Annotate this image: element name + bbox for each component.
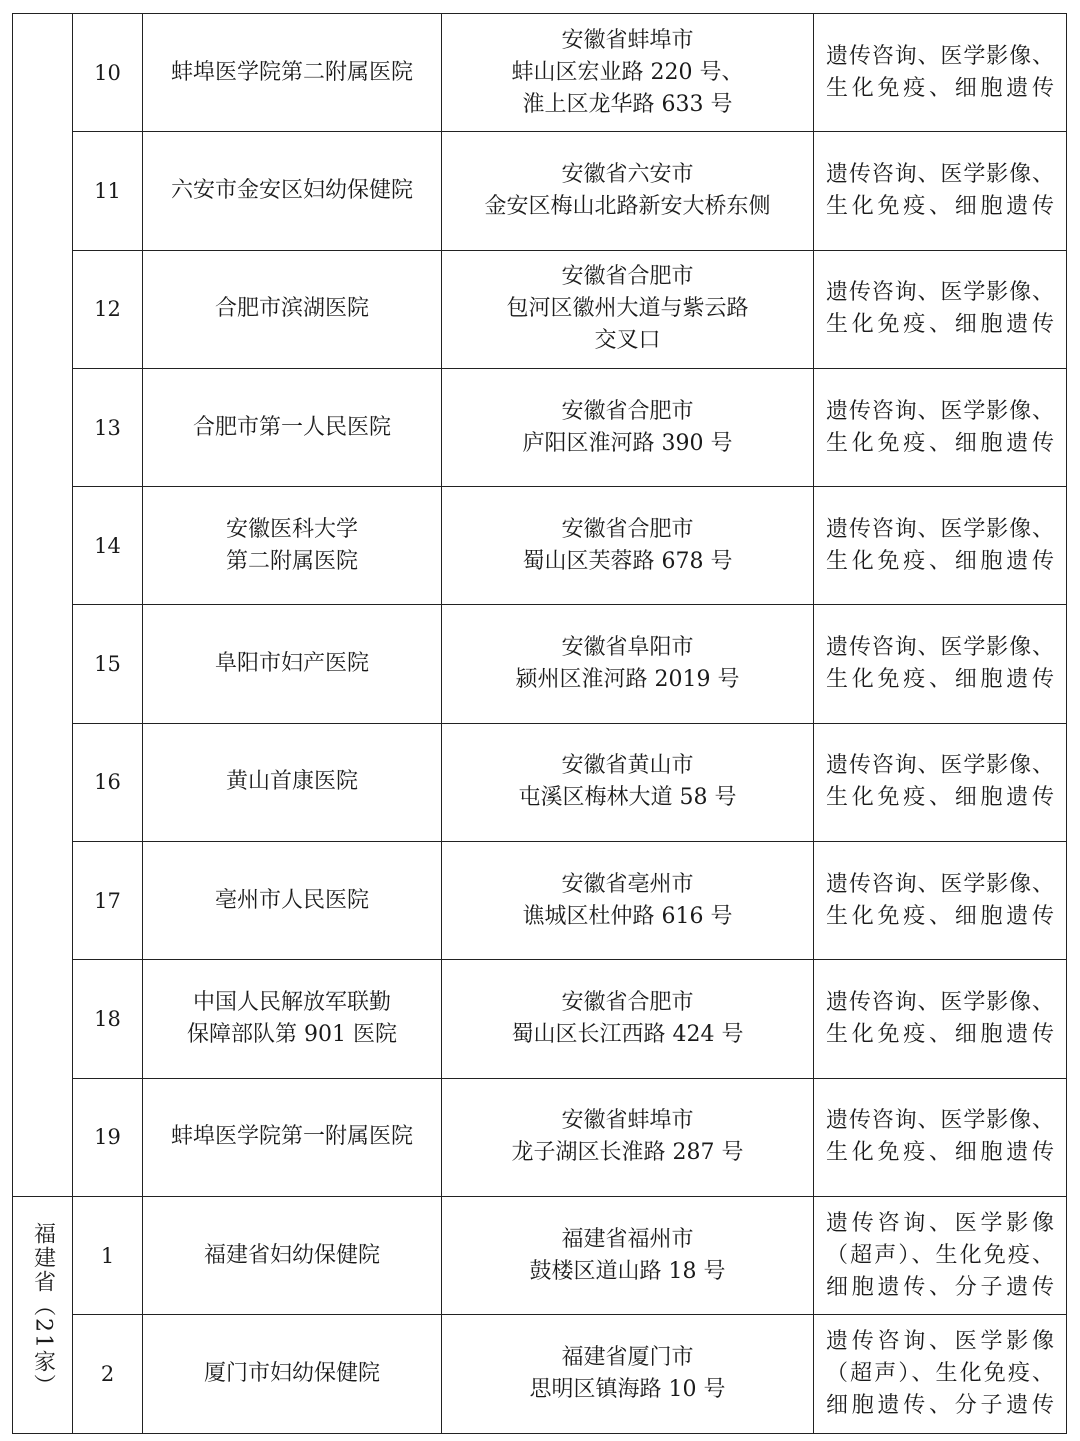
service-scope-line: 遗传咨询、医学影像 bbox=[826, 1210, 1054, 1236]
address-cell bbox=[442, 1078, 814, 1196]
service-scope-cell bbox=[814, 14, 1067, 132]
address-line: 思明区镇海路 10 号 bbox=[529, 1376, 726, 1402]
service-scope-cell bbox=[814, 605, 1067, 723]
address-line: 屯溪区梅林大道 58 号 bbox=[518, 785, 737, 811]
hospital-name-cell bbox=[143, 250, 442, 368]
service-scope-line: （超声）、生化免疫、 bbox=[826, 1242, 1054, 1268]
address-line: 庐阳区淮河路 390 号 bbox=[522, 430, 733, 456]
address-line: 颍州区淮河路 2019 号 bbox=[515, 667, 740, 693]
hospital-name-cell bbox=[143, 487, 442, 605]
address-line: 蜀山区长江西路 424 号 bbox=[511, 1022, 744, 1048]
row-number: 15 bbox=[73, 605, 143, 723]
hospital-name-cell bbox=[143, 1315, 442, 1433]
address-line: 安徽省蚌埠市 bbox=[561, 1108, 694, 1134]
hospital-name-cell bbox=[143, 1078, 442, 1196]
hospital-name-cell bbox=[143, 960, 442, 1078]
address-line: 福建省厦门市 bbox=[561, 1344, 694, 1370]
address-line: 安徽省合肥市 bbox=[561, 516, 694, 542]
address-cell bbox=[442, 1196, 814, 1314]
address-line: 交叉口 bbox=[594, 328, 661, 354]
service-scope-line: 遗传咨询、医学影像、 bbox=[826, 990, 1054, 1016]
service-scope-line: 遗传咨询、医学影像、 bbox=[826, 280, 1054, 306]
service-scope-line: 遗传咨询、医学影像 bbox=[826, 1328, 1054, 1354]
address-line: 安徽省六安市 bbox=[561, 161, 694, 187]
row-number: 10 bbox=[73, 14, 143, 132]
hospital-name-line: 第二附属医院 bbox=[225, 548, 358, 574]
address-cell bbox=[442, 14, 814, 132]
hospital-name-line: 厦门市妇幼保健院 bbox=[203, 1360, 380, 1386]
row-number: 13 bbox=[73, 368, 143, 486]
address-line: 谯城区杜仲路 616 号 bbox=[522, 903, 733, 929]
hospital-table bbox=[12, 13, 1067, 1434]
hospital-name-line: 六安市金安区妇幼保健院 bbox=[170, 177, 413, 203]
service-scope-cell bbox=[814, 723, 1067, 841]
address-line: 安徽省合肥市 bbox=[561, 398, 694, 424]
table-row bbox=[13, 1196, 1067, 1314]
service-scope-line: 遗传咨询、医学影像、 bbox=[826, 871, 1054, 897]
service-scope-cell bbox=[814, 1315, 1067, 1433]
hospital-name-cell bbox=[143, 368, 442, 486]
table-row bbox=[13, 960, 1067, 1078]
address-cell bbox=[442, 842, 814, 960]
hospital-name-line: 保障部队第 901 医院 bbox=[187, 1022, 397, 1048]
service-scope-line: 生化免疫、细胞遗传 bbox=[826, 903, 1054, 929]
address-line: 包河区徽州大道与紫云路 bbox=[506, 296, 749, 322]
hospital-name-line: 蚌埠医学院第一附属医院 bbox=[170, 1124, 413, 1150]
table-body bbox=[13, 14, 1067, 1434]
row-number: 17 bbox=[73, 842, 143, 960]
hospital-name-line: 合肥市第一人民医院 bbox=[192, 414, 391, 440]
row-number: 1 bbox=[73, 1196, 143, 1314]
province-cell-fujian bbox=[13, 1196, 73, 1433]
address-line: 福建省福州市 bbox=[561, 1226, 694, 1252]
service-scope-line: 生化免疫、细胞遗传 bbox=[826, 312, 1054, 338]
table-row bbox=[13, 487, 1067, 605]
table-row bbox=[13, 1078, 1067, 1196]
service-scope-line: 生化免疫、细胞遗传 bbox=[826, 1140, 1054, 1166]
address-cell bbox=[442, 368, 814, 486]
service-scope-line: （超声）、生化免疫、 bbox=[826, 1360, 1054, 1386]
service-scope-line: 生化免疫、细胞遗传 bbox=[826, 1022, 1054, 1048]
address-line: 蜀山区芙蓉路 678 号 bbox=[522, 548, 733, 574]
address-cell bbox=[442, 487, 814, 605]
table-row bbox=[13, 132, 1067, 250]
address-cell bbox=[442, 250, 814, 368]
table-row bbox=[13, 368, 1067, 486]
hospital-name-cell bbox=[143, 842, 442, 960]
row-number: 12 bbox=[73, 250, 143, 368]
service-scope-line: 遗传咨询、医学影像、 bbox=[826, 516, 1054, 542]
service-scope-line: 细胞遗传、分子遗传 bbox=[826, 1392, 1054, 1418]
service-scope-line: 遗传咨询、医学影像、 bbox=[826, 161, 1054, 187]
hospital-name-cell bbox=[143, 1196, 442, 1314]
service-scope-cell bbox=[814, 1078, 1067, 1196]
service-scope-cell bbox=[814, 960, 1067, 1078]
address-line: 蚌山区宏业路 220 号、 bbox=[511, 59, 744, 85]
hospital-name-cell bbox=[143, 605, 442, 723]
service-scope-line: 生化免疫、细胞遗传 bbox=[826, 193, 1054, 219]
address-line: 安徽省阜阳市 bbox=[561, 635, 694, 661]
address-cell bbox=[442, 132, 814, 250]
service-scope-cell bbox=[814, 250, 1067, 368]
service-scope-cell bbox=[814, 842, 1067, 960]
hospital-name-line: 亳州市人民医院 bbox=[214, 887, 369, 913]
row-number: 11 bbox=[73, 132, 143, 250]
row-number: 2 bbox=[73, 1315, 143, 1433]
address-line: 淮上区龙华路 633 号 bbox=[522, 91, 733, 117]
service-scope-cell bbox=[814, 487, 1067, 605]
service-scope-line: 遗传咨询、医学影像、 bbox=[826, 635, 1054, 661]
hospital-name-line: 安徽医科大学 bbox=[225, 516, 358, 542]
hospital-name-line: 蚌埠医学院第二附属医院 bbox=[170, 59, 413, 85]
row-number: 19 bbox=[73, 1078, 143, 1196]
address-line: 安徽省合肥市 bbox=[561, 264, 694, 290]
address-line: 金安区梅山北路新安大桥东侧 bbox=[484, 193, 771, 219]
hospital-name-line: 福建省妇幼保健院 bbox=[203, 1242, 380, 1268]
row-number: 16 bbox=[73, 723, 143, 841]
province-cell-anhui bbox=[13, 14, 73, 1197]
service-scope-cell bbox=[814, 368, 1067, 486]
service-scope-line: 遗传咨询、医学影像、 bbox=[826, 43, 1054, 69]
row-number: 14 bbox=[73, 487, 143, 605]
address-line: 安徽省合肥市 bbox=[561, 990, 694, 1016]
service-scope-cell bbox=[814, 132, 1067, 250]
address-line: 安徽省蚌埠市 bbox=[561, 27, 694, 53]
address-line: 安徽省亳州市 bbox=[561, 871, 694, 897]
address-line: 安徽省黄山市 bbox=[561, 753, 694, 779]
table-row bbox=[13, 250, 1067, 368]
service-scope-line: 遗传咨询、医学影像、 bbox=[826, 1108, 1054, 1134]
table-row bbox=[13, 1315, 1067, 1433]
table-row bbox=[13, 842, 1067, 960]
address-cell bbox=[442, 605, 814, 723]
address-cell bbox=[442, 1315, 814, 1433]
address-cell bbox=[442, 960, 814, 1078]
address-line: 鼓楼区道山路 18 号 bbox=[529, 1258, 726, 1284]
service-scope-line: 遗传咨询、医学影像、 bbox=[826, 398, 1054, 424]
hospital-name-cell bbox=[143, 132, 442, 250]
province-label: 福建省（21家） bbox=[30, 1221, 56, 1398]
service-scope-line: 生化免疫、细胞遗传 bbox=[826, 667, 1054, 693]
hospital-name-line: 合肥市滨湖医院 bbox=[214, 296, 369, 322]
hospital-name-line: 中国人民解放军联勤 bbox=[192, 990, 391, 1016]
row-number: 18 bbox=[73, 960, 143, 1078]
hospital-name-cell bbox=[143, 723, 442, 841]
address-line: 龙子湖区长淮路 287 号 bbox=[511, 1140, 744, 1166]
hospital-name-line: 黄山首康医院 bbox=[225, 769, 358, 795]
service-scope-line: 生化免疫、细胞遗传 bbox=[826, 785, 1054, 811]
table-row bbox=[13, 723, 1067, 841]
service-scope-line: 遗传咨询、医学影像、 bbox=[826, 753, 1054, 779]
service-scope-cell bbox=[814, 1196, 1067, 1314]
service-scope-line: 生化免疫、细胞遗传 bbox=[826, 548, 1054, 574]
table-row bbox=[13, 14, 1067, 132]
address-cell bbox=[442, 723, 814, 841]
hospital-name-cell bbox=[143, 14, 442, 132]
table-row bbox=[13, 605, 1067, 723]
hospital-name-line: 阜阳市妇产医院 bbox=[214, 651, 369, 677]
service-scope-line: 细胞遗传、分子遗传 bbox=[826, 1274, 1054, 1300]
service-scope-line: 生化免疫、细胞遗传 bbox=[826, 430, 1054, 456]
service-scope-line: 生化免疫、细胞遗传 bbox=[826, 75, 1054, 101]
